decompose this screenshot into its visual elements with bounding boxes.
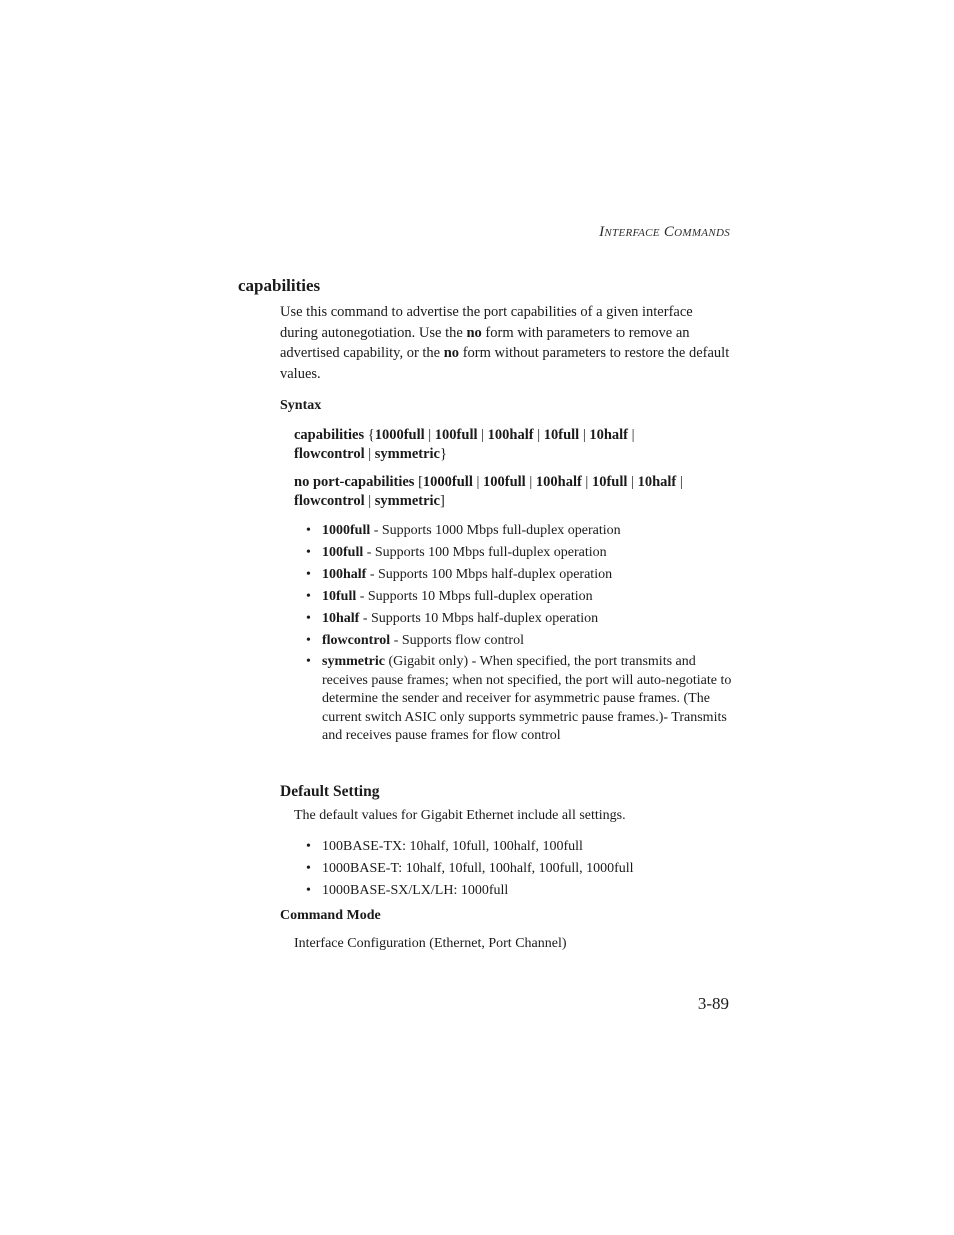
option-term: 10half — [322, 611, 360, 626]
intro-paragraph — [280, 302, 730, 384]
option-term: 1000full — [322, 523, 371, 538]
bold-term: 10full — [543, 427, 580, 443]
bold-term: flowcontrol — [294, 446, 365, 462]
text-run: | — [364, 493, 375, 509]
bullet: • — [306, 654, 311, 669]
bold-term: 100full — [483, 474, 526, 490]
text-run: | — [627, 474, 638, 490]
text-run: | — [525, 474, 536, 490]
text-run: | — [579, 427, 590, 443]
text-run: | — [676, 474, 683, 490]
bullet: • — [306, 883, 311, 898]
list-item — [294, 564, 734, 586]
option-desc: - Supports 10 Mbps full-duplex operation — [356, 589, 593, 604]
option-desc: - Supports 1000 Mbps full-duplex operation — [370, 523, 621, 538]
text-run: | — [424, 427, 435, 443]
default-item-text: 1000BASE-T: 10half, 10full, 100half, 100full, 1000full — [322, 861, 634, 876]
bold-term: symmetric — [374, 446, 440, 462]
bold-term: 10full — [591, 474, 628, 490]
text-run: [ — [414, 474, 423, 490]
option-desc: (Gigabit only) - When specified, the port transmits and receives pause frames; when not specified, the port will auto-negotiate to determine the sender and receiver for asymmetric pause frames. (The current switch ASIC only supports symmetric pause frames.)- Transmits and receives pause frames for flow control — [322, 654, 732, 744]
list-item — [294, 836, 734, 858]
text-run: | — [472, 474, 484, 490]
bullet: • — [306, 567, 311, 582]
default-setting-text: The default values for Gigabit Ethernet include all settings. — [294, 808, 626, 823]
bold-term: 1000full — [374, 427, 425, 443]
syntax-line-no-port-capabilities — [294, 473, 734, 511]
option-desc: - Supports 100 Mbps half-duplex operation — [366, 567, 613, 582]
text-run: | — [533, 427, 544, 443]
text-run: ] — [440, 493, 445, 509]
text-run: } — [440, 446, 447, 462]
bold-term: no — [443, 345, 460, 361]
text-run: form without parameters to restore the default values. — [280, 345, 730, 382]
bold-term: 100half — [487, 427, 534, 443]
text-run: | — [628, 427, 635, 443]
bullet: • — [306, 589, 311, 604]
running-head: Interface Commands — [599, 224, 730, 240]
list-item — [294, 608, 734, 630]
default-item-text: 1000BASE-SX/LX/LH: 1000full — [322, 883, 509, 898]
bold-term: 100half — [535, 474, 582, 490]
bullet: • — [306, 545, 311, 560]
text-run: | — [477, 427, 488, 443]
bullet: • — [306, 633, 311, 648]
list-item — [294, 520, 734, 542]
section-title: capabilities — [238, 276, 321, 295]
bullet: • — [306, 611, 311, 626]
option-term: symmetric — [322, 654, 385, 669]
option-term: 100half — [322, 567, 367, 582]
bold-term: 10half — [637, 474, 677, 490]
bold-term: 1000full — [422, 474, 473, 490]
page-number: 3-89 — [697, 994, 729, 1013]
option-term: flowcontrol — [322, 633, 391, 648]
command-mode-text: Interface Configuration (Ethernet, Port Channel) — [294, 936, 567, 951]
list-item — [294, 542, 734, 564]
text-run: form with parameters to remove an advertised capability, or the — [280, 324, 690, 361]
list-item — [294, 858, 734, 880]
bold-term: 10half — [589, 427, 629, 443]
syntax-line-capabilities — [294, 426, 734, 464]
bold-term: no port-capabilities — [294, 474, 415, 490]
bold-term: symmetric — [374, 493, 440, 509]
default-setting-list — [294, 836, 734, 902]
bullet: • — [306, 839, 311, 854]
command-mode-heading: Command Mode — [280, 908, 381, 923]
option-term: 100full — [322, 545, 364, 560]
bold-term: capabilities — [294, 427, 365, 443]
list-item — [294, 653, 734, 746]
bold-term: 100full — [434, 427, 478, 443]
bullet: • — [306, 861, 311, 876]
bold-term: flowcontrol — [294, 493, 365, 509]
bullet: • — [306, 523, 311, 538]
default-setting-heading: Default Setting — [280, 783, 380, 800]
syntax-heading: Syntax — [280, 398, 322, 413]
option-desc: - Supports flow control — [390, 633, 524, 648]
text-run: | — [364, 446, 375, 462]
list-item — [294, 630, 734, 652]
text-run: | — [581, 474, 592, 490]
text-run: { — [364, 427, 375, 443]
option-term: 10full — [322, 589, 357, 604]
option-list — [294, 520, 734, 746]
option-desc: - Supports 100 Mbps full-duplex operation — [363, 545, 607, 560]
list-item — [294, 880, 734, 902]
default-item-text: 100BASE-TX: 10half, 10full, 100half, 100full — [322, 839, 583, 854]
option-desc: - Supports 10 Mbps half-duplex operation — [359, 611, 599, 626]
list-item — [294, 586, 734, 608]
bold-term: no — [466, 324, 482, 341]
text-run: Use this command to advertise the port capabilities of a given interface during autonegotiation. Use the — [280, 304, 693, 341]
